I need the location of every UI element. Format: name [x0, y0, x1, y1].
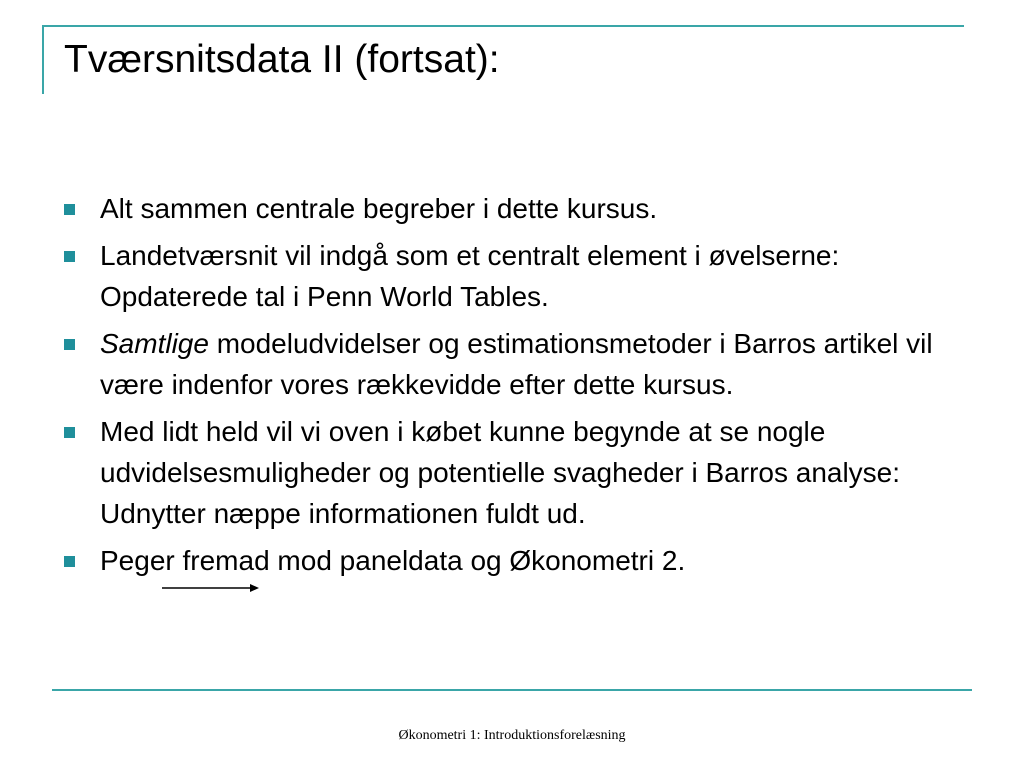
right-arrow-icon: [160, 582, 260, 594]
slide-title: Tværsnitsdata II (fortsat):: [64, 38, 500, 81]
footer-text: Økonometri 1: Introduktionsforelæsning: [398, 728, 626, 743]
square-bullet-icon: [64, 204, 75, 215]
bullet-item: [64, 323, 964, 405]
square-bullet-icon: [64, 251, 75, 262]
bullet-item: [64, 235, 964, 317]
bullet-item: [64, 411, 964, 534]
bullet-text: Landetværsnit vil indgå som et centralt element i øvelserne: Opdaterede tal i Penn World Tables.: [100, 240, 840, 312]
bullet-list: [64, 188, 964, 587]
bullet-item: [64, 540, 964, 581]
bullet-text: Alt sammen centrale begreber i dette kursus.: [100, 193, 658, 224]
left-accent-line: [42, 26, 44, 94]
top-accent-line: [42, 25, 964, 27]
bullet-text: modeludvidelser og estimationsmetoder i Barros artikel vil være indenfor vores rækkevidde efter dette kursus.: [100, 328, 933, 400]
bullet-item: [64, 188, 964, 229]
bullet-text: Med lidt held vil vi oven i købet kunne begynde at se nogle udvidelsesmuligheder og potentielle svagheder i Barros analyse: Udnytter næppe informationen fuldt ud.: [100, 416, 901, 529]
square-bullet-icon: [64, 339, 75, 350]
footer-divider: [52, 689, 972, 691]
square-bullet-icon: [64, 556, 75, 567]
square-bullet-icon: [64, 427, 75, 438]
bullet-text: Peger fremad mod paneldata og Økonometri 2.: [100, 545, 686, 576]
bullet-emphasis: Samtlige: [100, 328, 209, 359]
